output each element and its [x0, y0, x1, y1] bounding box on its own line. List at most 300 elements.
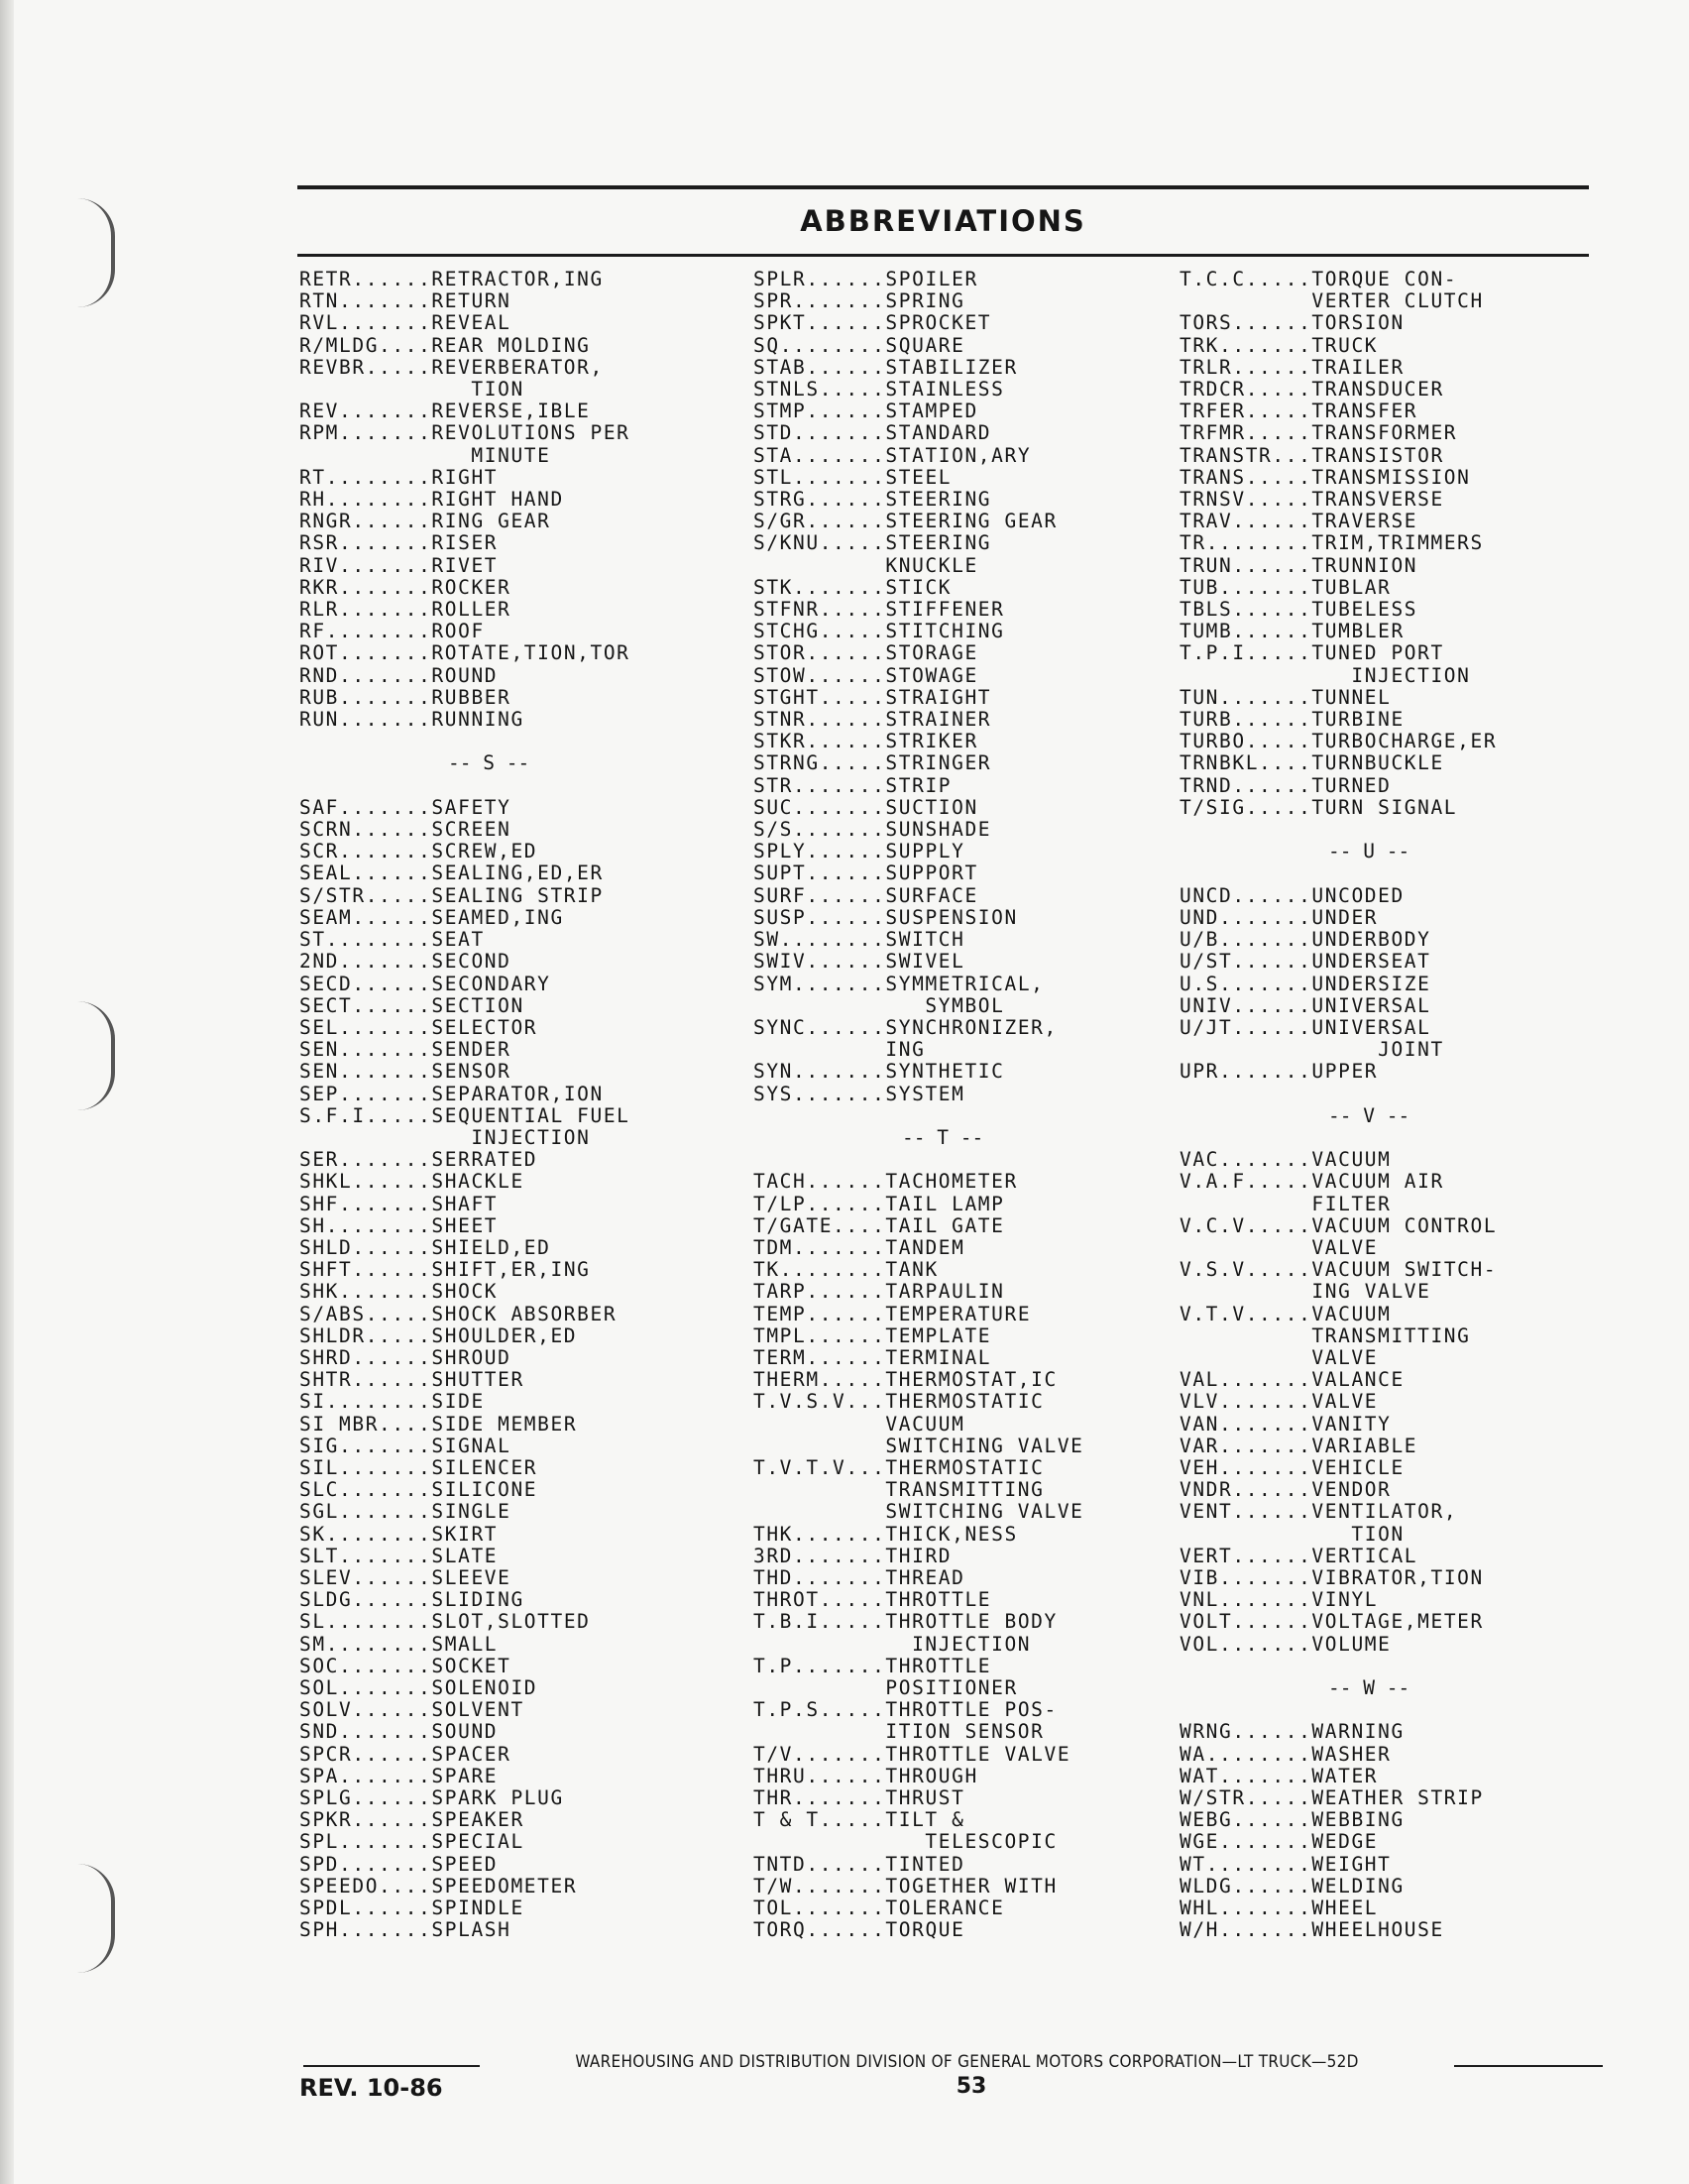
leader-dots: ......	[806, 400, 886, 423]
abbreviation-entry	[299, 532, 735, 554]
definition: REVOLUTIONS PER	[431, 421, 630, 445]
abbreviation-entry	[299, 401, 735, 422]
definition: SEALING STRIP	[431, 883, 604, 907]
leader-dots: .....	[1245, 488, 1312, 512]
abbreviation-entry	[753, 1546, 1180, 1567]
abbreviation: TRFER	[1180, 400, 1246, 423]
abbreviation-entry	[299, 1215, 735, 1237]
definition-continuation	[1180, 665, 1586, 687]
leader-dots: .......	[339, 1852, 432, 1876]
leader-dots: .......	[339, 575, 432, 599]
leader-dots: ....	[833, 1698, 886, 1722]
definition: SLEEVE	[431, 1565, 511, 1589]
definition: TACHOMETER	[885, 1170, 1018, 1194]
leader-dots: .....	[819, 1368, 886, 1392]
definition: TUNNEL	[1311, 685, 1392, 709]
abbreviation-entry	[299, 1567, 735, 1589]
abbreviation-entry	[1180, 797, 1586, 819]
definition: STRIP	[885, 773, 953, 797]
abbreviation-entry	[1180, 1457, 1586, 1479]
abbreviation: VAN	[1180, 1412, 1220, 1436]
definition: SPACER	[431, 1742, 511, 1766]
leader-dots: ......	[806, 1654, 886, 1677]
section-heading: -- W --	[1328, 1676, 1410, 1699]
definition: ING VALVE	[1311, 1280, 1431, 1304]
abbreviation: T/W	[753, 1874, 794, 1897]
definition: VACUUM	[1311, 1148, 1392, 1172]
section-heading: -- T --	[902, 1125, 984, 1149]
leader-dots: .......	[793, 465, 886, 489]
definition: TRIM,TRIMMERS	[1311, 531, 1484, 555]
abbreviation-column-2	[753, 269, 1180, 1941]
leader-dots: ......	[352, 1786, 432, 1810]
abbreviation: T/SIG	[1180, 795, 1246, 819]
abbreviation-entry	[299, 1281, 735, 1303]
abbreviation-entry	[1180, 709, 1586, 731]
leader-dots	[753, 1633, 885, 1656]
abbreviation: SK	[299, 1522, 326, 1546]
leader-dots: ....	[833, 1610, 886, 1634]
abbreviation: TRAV	[1180, 510, 1233, 533]
definition: SPARK PLUG	[431, 1786, 564, 1810]
abbreviation-entry	[1180, 1061, 1586, 1083]
leader-dots	[753, 1720, 885, 1743]
abbreviation-entry	[753, 1876, 1180, 1897]
leader-dots: .......	[1219, 1434, 1312, 1457]
definition: UNDERSEAT	[1311, 950, 1431, 974]
abbreviation-entry	[299, 1194, 735, 1215]
definition: SWITCH	[885, 928, 965, 952]
definition: SOCKET	[431, 1654, 511, 1677]
leader-dots: ......	[806, 1015, 886, 1039]
abbreviation: SWIV	[753, 950, 807, 974]
definition: TRANSMISSION	[1311, 465, 1471, 489]
abbreviation: SECT	[299, 993, 353, 1017]
abbreviation-entry	[299, 951, 735, 973]
section-heading: -- U --	[1328, 840, 1410, 863]
abbreviation-entry	[753, 1699, 1180, 1721]
abbreviation: SYN	[753, 1060, 794, 1084]
leader-dots: .......	[1219, 1918, 1312, 1942]
abbreviation: SHK	[299, 1280, 340, 1304]
abbreviation: TRND	[1180, 773, 1233, 797]
leader-dots: .......	[339, 795, 432, 819]
definition: ING	[885, 1038, 926, 1062]
leader-dots: .......	[1219, 905, 1312, 929]
abbreviation-entry	[753, 687, 1180, 709]
leader-dots	[1180, 1038, 1311, 1061]
leader-dots: ......	[806, 883, 886, 907]
definition: SWITCHING VALVE	[885, 1500, 1084, 1524]
leader-dots: .....	[819, 620, 886, 643]
definition: TURN SIGNAL	[1311, 795, 1458, 819]
abbreviation-entry	[1180, 1744, 1586, 1766]
abbreviation: STKR	[753, 730, 807, 753]
definition: RING GEAR	[431, 510, 551, 533]
definition: ROOF	[431, 620, 485, 643]
abbreviation: TRNSV	[1180, 488, 1246, 512]
section-heading: -- V --	[1328, 1103, 1410, 1127]
definition: UNDER	[1311, 905, 1379, 929]
abbreviation: SURF	[753, 883, 807, 907]
abbreviation-entry	[1180, 1391, 1586, 1413]
definition-continuation	[753, 1039, 1180, 1061]
abbreviation-entry	[299, 290, 735, 312]
abbreviation-entry	[1180, 1369, 1586, 1391]
leader-dots	[753, 1478, 885, 1501]
abbreviation: U/B	[1180, 928, 1220, 952]
leader-dots: .....	[819, 751, 886, 775]
leader-dots: ......	[352, 510, 432, 533]
abbreviation-entry	[1180, 951, 1586, 973]
leader-dots: ......	[806, 510, 886, 533]
abbreviation: VIB	[1180, 1565, 1220, 1589]
abbreviation: STGHT	[753, 685, 820, 709]
leader-dots: ........	[325, 1213, 432, 1237]
leader-dots: ......	[352, 1345, 432, 1369]
abbreviation: SPLY	[753, 840, 807, 863]
leader-dots: ......	[1232, 972, 1312, 995]
abbreviation: SEP	[299, 1082, 340, 1105]
abbreviation: SPKR	[299, 1808, 353, 1832]
definition: THERMOSTAT,IC	[885, 1368, 1058, 1392]
definition: TORQUE CON-	[1311, 268, 1458, 290]
leader-dots: ......	[806, 950, 886, 974]
definition-continuation	[753, 1436, 1180, 1457]
leader-dots: .......	[793, 1874, 886, 1897]
abbreviation-entry	[1180, 445, 1586, 467]
leader-dots: .......	[793, 1522, 886, 1546]
abbreviation-entry	[299, 1589, 735, 1611]
abbreviation-entry	[299, 797, 735, 819]
abbreviation: SUSP	[753, 905, 807, 929]
abbreviation: STNR	[753, 708, 807, 732]
abbreviation-entry	[753, 709, 1180, 731]
leader-dots: .......	[1219, 1764, 1312, 1787]
definition: VOLUME	[1311, 1632, 1392, 1656]
abbreviation-entry	[299, 599, 735, 621]
leader-dots: ........	[325, 488, 432, 512]
abbreviation-entry	[1180, 1897, 1586, 1919]
definition: ROUND	[431, 663, 499, 687]
definition: VERTER CLUTCH	[1311, 289, 1484, 313]
definition: SOLVENT	[431, 1698, 524, 1722]
abbreviation: SPKT	[753, 311, 807, 335]
leader-dots: .......	[339, 531, 432, 555]
definition: SPROCKET	[885, 311, 992, 335]
abbreviation: TDM	[753, 1235, 794, 1259]
leader-dots: .......	[793, 1786, 886, 1810]
abbreviation-entry	[299, 1721, 735, 1743]
abbreviation: T.P.I.	[1180, 641, 1260, 665]
leader-dots: .......	[1219, 575, 1312, 599]
abbreviation: WA	[1180, 1742, 1206, 1766]
abbreviation-entry	[753, 1809, 1180, 1831]
definition: TRANSMITTING	[885, 1478, 1045, 1502]
definition: THROUGH	[885, 1764, 978, 1787]
footer-line: WAREHOUSING AND DISTRIBUTION DIVISION OF GENERAL MOTORS CORPORATION—LT TRUCK—52D	[575, 2052, 1359, 2072]
definition: STOWAGE	[885, 663, 978, 687]
definition: TION	[1311, 1522, 1405, 1546]
leader-dots: .......	[339, 1192, 432, 1215]
definition: JOINT	[1311, 1038, 1444, 1062]
definition: STANDARD	[885, 421, 992, 445]
abbreviation-entry	[753, 885, 1180, 907]
definition: TEMPERATURE	[885, 1302, 1032, 1325]
abbreviation-entry	[753, 665, 1180, 687]
definition: SPRING	[885, 289, 965, 313]
definition: SCREEN	[431, 818, 511, 842]
abbreviation: SUPT	[753, 862, 807, 885]
abbreviation-entry	[299, 621, 735, 642]
abbreviation-entry	[1180, 1017, 1586, 1039]
abbreviation-column-3	[1180, 269, 1586, 1941]
abbreviation: VNDR	[1180, 1478, 1233, 1502]
blank-line	[299, 731, 735, 752]
abbreviation-entry	[299, 1809, 735, 1831]
leader-dots: .......	[339, 1038, 432, 1062]
definition: VINYL	[1311, 1588, 1379, 1612]
leader-dots: ......	[1232, 1478, 1312, 1502]
definition: WEIGHT	[1311, 1852, 1392, 1876]
definition: VIBRATOR,TION	[1311, 1565, 1484, 1589]
abbreviation-entry	[299, 1677, 735, 1699]
abbreviation: RH	[299, 488, 326, 512]
abbreviation: VERT	[1180, 1544, 1233, 1567]
abbreviation-entry	[753, 974, 1180, 995]
abbreviation: S/ABS	[299, 1302, 366, 1325]
abbreviation: SPR	[753, 289, 794, 313]
abbreviation: SHKL	[299, 1170, 353, 1194]
abbreviation-entry	[1180, 1171, 1586, 1193]
definition: UNDERBODY	[1311, 928, 1431, 952]
abbreviation-entry	[1180, 401, 1586, 422]
abbreviation-entry	[753, 797, 1180, 819]
leader-dots: ......	[806, 663, 886, 687]
abbreviation: TRNBKL	[1180, 751, 1260, 775]
definition: ROTATE,TION,TOR	[431, 641, 630, 665]
definition-continuation	[753, 1831, 1180, 1853]
leader-dots: .....	[1245, 730, 1312, 753]
abbreviation-entry	[299, 1391, 735, 1413]
leader-dots: ..	[858, 1455, 886, 1479]
abbreviation-entry	[753, 401, 1180, 422]
leader-dots: ......	[352, 1258, 432, 1282]
definition: TELESCOPIC	[885, 1830, 1058, 1854]
abbreviation: SQ	[753, 333, 780, 357]
footer-rule-left	[303, 2065, 480, 2067]
definition: STEERING	[885, 488, 992, 512]
abbreviation: SEN	[299, 1038, 340, 1062]
abbreviation: SIL	[299, 1455, 340, 1479]
definition: SKIRT	[431, 1522, 499, 1546]
leader-dots	[753, 554, 885, 577]
definition: TURBINE	[1311, 708, 1405, 732]
abbreviation-entry	[753, 511, 1180, 532]
definition: SUNSHADE	[885, 818, 992, 842]
leader-dots: .......	[339, 1676, 432, 1699]
abbreviation-entry	[299, 312, 735, 334]
leader-dots: ......	[806, 1302, 886, 1325]
definition: UNDERSIZE	[1311, 972, 1431, 995]
abbreviation: STAB	[753, 355, 807, 379]
definition: SPECIAL	[431, 1830, 524, 1854]
abbreviation: TMPL	[753, 1323, 807, 1347]
definition-continuation	[299, 445, 735, 467]
abbreviation: SHLD	[299, 1235, 353, 1259]
abbreviation: SPCR	[299, 1742, 353, 1766]
definition: SYMBOL	[885, 993, 1005, 1017]
abbreviation: UNIV	[1180, 993, 1233, 1017]
definition: SHOCK	[431, 1280, 499, 1304]
abbreviation: VLV	[1180, 1390, 1220, 1414]
definition: SPOILER	[885, 268, 978, 290]
leader-dots: .......	[339, 1720, 432, 1744]
abbreviation: V.S.V.	[1180, 1258, 1260, 1282]
abbreviation: TORQ	[753, 1918, 807, 1942]
abbreviation: STNLS	[753, 378, 820, 402]
definition: TURNBUCKLE	[1311, 751, 1444, 775]
leader-dots: .....	[819, 598, 886, 622]
definition-continuation	[1180, 1347, 1586, 1369]
abbreviation: WRNG	[1180, 1720, 1233, 1744]
leader-dots: ........	[1205, 531, 1312, 555]
abbreviation: TK	[753, 1258, 780, 1282]
abbreviation: STA	[753, 443, 794, 467]
leader-dots: ......	[1232, 355, 1312, 379]
abbreviation-entry	[753, 1744, 1180, 1766]
abbreviation-entry	[299, 555, 735, 577]
leader-dots: .......	[339, 663, 432, 687]
definition: STICK	[885, 575, 953, 599]
leader-dots: .....	[1245, 795, 1312, 819]
definition: SYNTHETIC	[885, 1060, 1005, 1084]
leader-dots	[1180, 1280, 1311, 1303]
abbreviation-entry	[1180, 731, 1586, 752]
abbreviation: T.V.T.V.	[753, 1455, 859, 1479]
leader-dots: .....	[365, 355, 432, 379]
leader-dots	[1180, 1324, 1311, 1347]
abbreviation: T & T	[753, 1808, 820, 1832]
definition: RIVET	[431, 553, 499, 577]
leader-dots: ......	[806, 1192, 886, 1215]
definition: UNCODED	[1311, 883, 1405, 907]
leader-dots: ......	[352, 1808, 432, 1832]
abbreviation: T.P.	[753, 1654, 807, 1677]
blank-line	[1180, 1084, 1586, 1105]
abbreviation-entry	[753, 1589, 1180, 1611]
leader-dots: .......	[793, 289, 886, 313]
abbreviation: UNCD	[1180, 883, 1233, 907]
abbreviation: VOLT	[1180, 1610, 1233, 1634]
abbreviation-entry	[1180, 1876, 1586, 1897]
leader-dots: .......	[793, 1235, 886, 1259]
leader-dots: ....	[379, 1874, 432, 1897]
abbreviation: RF	[299, 620, 326, 643]
leader-dots: .....	[365, 883, 432, 907]
abbreviation-entry	[299, 1347, 735, 1369]
leader-dots: .......	[339, 421, 432, 445]
definition-continuation	[1180, 1039, 1586, 1061]
abbreviation: STD	[753, 421, 794, 445]
abbreviation-entry	[1180, 467, 1586, 489]
leader-dots: ....	[1259, 641, 1312, 665]
definition: SAFETY	[431, 795, 511, 819]
abbreviation-entry	[753, 1347, 1180, 1369]
abbreviation-entry	[753, 422, 1180, 444]
abbreviation-entry	[753, 752, 1180, 774]
abbreviation-entry	[1180, 599, 1586, 621]
leader-dots: .......	[339, 1918, 432, 1942]
abbreviation: T/V	[753, 1742, 794, 1766]
definition: SCREW,ED	[431, 840, 538, 863]
leader-dots: .......	[339, 400, 432, 423]
abbreviation-entry	[299, 467, 735, 489]
abbreviation-entry	[753, 312, 1180, 334]
definition: SQUARE	[885, 333, 965, 357]
definition: WARNING	[1311, 1720, 1405, 1744]
abbreviation-entry	[753, 1259, 1180, 1281]
definition: VALVE	[1311, 1235, 1379, 1259]
abbreviation: THR	[753, 1786, 794, 1810]
leader-dots: ......	[1232, 950, 1312, 974]
abbreviation-entry	[299, 1634, 735, 1656]
section-heading: -- S --	[448, 751, 530, 775]
abbreviation: TNTD	[753, 1852, 807, 1876]
abbreviation: SPLR	[753, 268, 807, 290]
abbreviation: STOR	[753, 641, 807, 665]
abbreviation-entry	[753, 1281, 1180, 1303]
definition: WASHER	[1311, 1742, 1392, 1766]
definition: SPEAKER	[431, 1808, 524, 1832]
abbreviation-entry	[753, 621, 1180, 642]
definition: VEHICLE	[1311, 1455, 1405, 1479]
definition: STABILIZER	[885, 355, 1018, 379]
definition: STATION,ARY	[885, 443, 1032, 467]
leader-dots: ......	[806, 1852, 886, 1876]
definition: RUBBER	[431, 685, 511, 709]
abbreviation: TRUN	[1180, 553, 1233, 577]
leader-dots	[299, 1126, 431, 1149]
abbreviation-entry	[753, 467, 1180, 489]
definition: SIDE	[431, 1390, 485, 1414]
abbreviation-entry	[299, 1854, 735, 1876]
definition: SECONDARY	[431, 972, 551, 995]
definition: TUMBLER	[1311, 620, 1405, 643]
abbreviation-column-1	[299, 269, 735, 1941]
definition: TINTED	[885, 1852, 965, 1876]
leader-dots: .......	[339, 1478, 432, 1502]
abbreviation-entry	[299, 665, 735, 687]
abbreviation-entry	[1180, 422, 1586, 444]
abbreviation-entry	[753, 1919, 1180, 1941]
abbreviation-entry	[299, 1831, 735, 1853]
blank-line	[1180, 1656, 1586, 1677]
definition: VOLTAGE,METER	[1311, 1610, 1484, 1634]
abbreviation-entry	[1180, 312, 1586, 334]
definition: TANDEM	[885, 1235, 965, 1259]
leader-dots: .......	[339, 1764, 432, 1787]
abbreviation-entry	[299, 907, 735, 929]
abbreviation-entry	[1180, 1809, 1586, 1831]
abbreviation-entry	[1180, 621, 1586, 642]
definition: STAINLESS	[885, 378, 1005, 402]
leader-dots: .......	[339, 840, 432, 863]
abbreviation-entry	[753, 445, 1180, 467]
abbreviation: STMP	[753, 400, 807, 423]
leader-dots: ....	[379, 333, 432, 357]
abbreviation-entry	[1180, 885, 1586, 907]
